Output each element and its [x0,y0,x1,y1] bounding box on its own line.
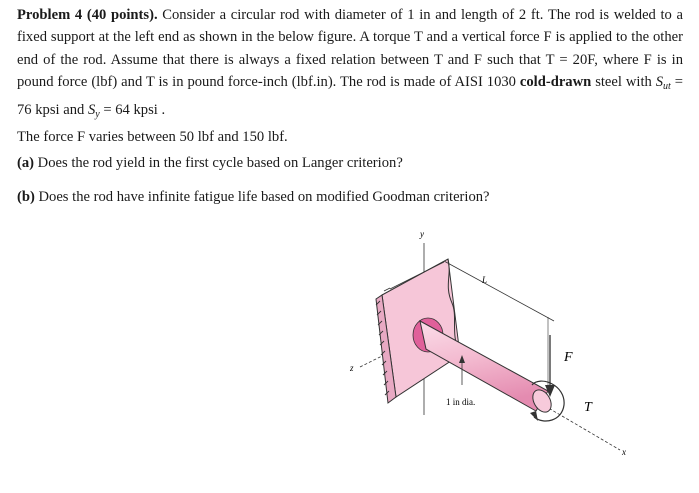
question-b-text: Does the rod have infinite fatigue life based on modified Goodman criterion? [34,189,490,205]
diameter-label: 1 in dia. [446,397,476,407]
rod-figure [340,225,670,485]
force-label: F [564,350,573,365]
torque-arrowhead [530,411,538,421]
sy-subscript: y [95,108,100,120]
sut-value: = 76 kpsi and [17,74,683,118]
problem-heading: Problem 4 (40 points). [17,7,158,23]
question-b-label: (b) [17,189,35,205]
question-a-label: (a) [17,155,35,171]
sy-value: = 64 kpsi . [99,101,166,118]
y-axis-label: y [420,229,424,239]
torque-label: T [584,400,592,415]
length-dimension [444,261,554,321]
material-emphasis: cold-drawn [519,74,592,91]
question-a [17,153,403,173]
x-axis-label: x [622,447,626,457]
question-b [17,187,490,207]
sy-symbol: S [87,101,96,118]
sut-subscript: ut [663,81,671,93]
question-a-text: Does the rod yield in the first cycle based on Langer criterion? [34,155,403,171]
force-range-text: The force F varies between 50 lbf and 150 lbf. [17,129,288,146]
problem-text-1: Consider a circular rod with diameter of 1 in and length of 2 ft. The rod is welded to a fixed support at the left end as shown in the below figure. A torque T and a vertical force F is applied to the other end of the rod. Assume that there is always a fixed relation between T and F such that T = 20F, where F is in pound force (lbf) and T is in pound force-inch (lbf.in). The rod is made of AISI 1030 [17,7,683,91]
problem-statement [17,4,683,148]
sut-symbol: S [655,74,664,91]
z-axis-label: z [350,363,354,373]
problem-text-2: steel with [591,74,656,91]
length-label: L [482,275,488,285]
